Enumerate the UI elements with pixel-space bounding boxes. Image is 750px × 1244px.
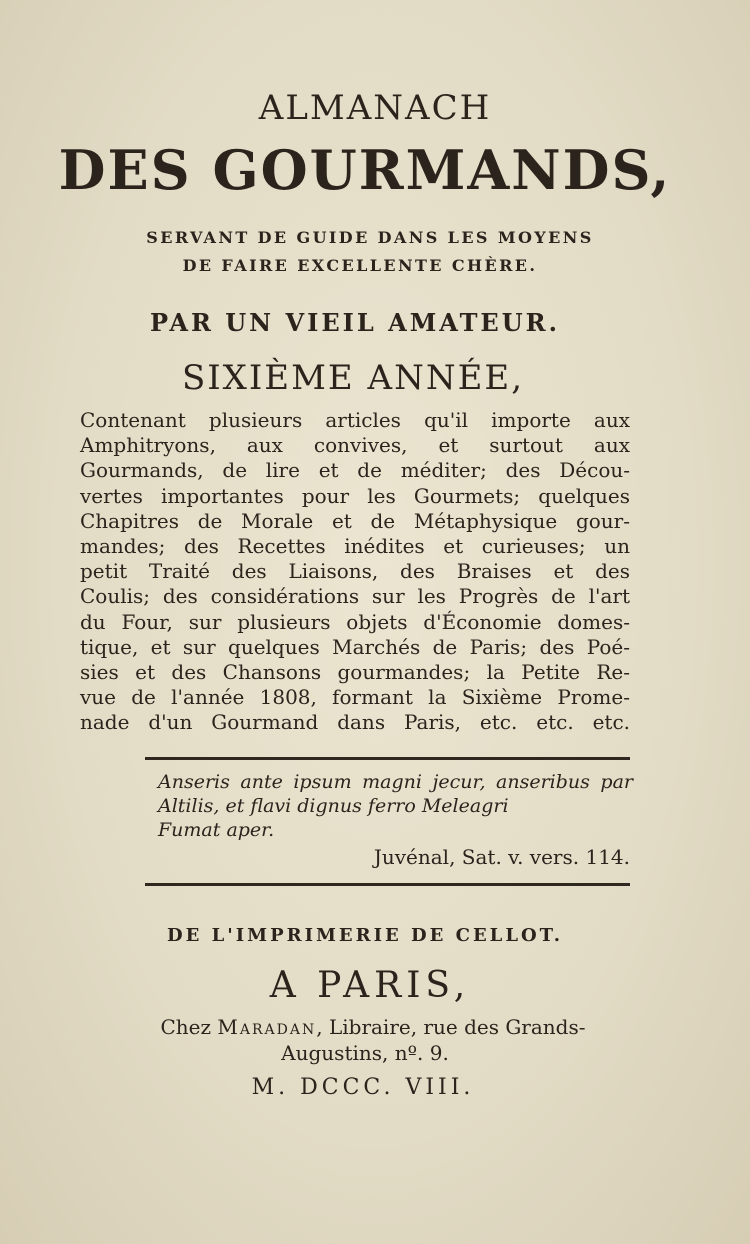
epigraph-line: Altilis, et flavi dignus ferro Meleagri bbox=[158, 795, 509, 817]
description-line: tique, et sur quelques Marchés de Paris; des Poé- bbox=[80, 634, 630, 659]
description-line: vertes importantes pour les Gourmets; quelques bbox=[80, 483, 630, 508]
epigraph-citation: Juvénal, Sat. v. vers. 114. bbox=[373, 845, 630, 869]
printer-line: DE L'IMPRIMERIE DE CELLOT. bbox=[166, 925, 563, 946]
edition-line: SIXIÈME ANNÉE, bbox=[181, 358, 525, 398]
subtitle-line-1: SERVANT DE GUIDE DANS LES MOYENS bbox=[146, 228, 594, 247]
epigraph-line: Fumat aper. bbox=[158, 819, 275, 841]
description-line: vue de l'année 1808, formant la Sixième Prome- bbox=[80, 685, 630, 710]
description-line: Coulis; des considérations sur les Progrès de l'art bbox=[80, 584, 630, 609]
description-line: Contenant plusieurs articles qu'il importe aux bbox=[80, 408, 630, 432]
epigraph-line: Anseris ante ipsum magni jecur, anseribus par bbox=[158, 771, 633, 793]
description-line: mandes; des Recettes inédites et curieuses; un bbox=[80, 534, 630, 559]
city-line: A PARIS, bbox=[269, 965, 471, 1006]
description-line: Amphitryons, aux convives, et surtout aux bbox=[80, 433, 630, 458]
description-line: sies et des Chansons gourmandes; la Petite Re- bbox=[80, 660, 630, 685]
publisher-address: , Libraire, rue des Grands- bbox=[316, 1015, 586, 1039]
publisher-name: Maradan bbox=[217, 1015, 317, 1039]
description-line: Gourmands, de lire et de méditer; des Décou- bbox=[80, 458, 630, 483]
description-line: nade d'un Gourmand dans Paris, etc. etc. etc. bbox=[80, 710, 630, 735]
publisher-prefix: Chez bbox=[160, 1015, 212, 1039]
title-des-gourmands: DES GOURMANDS, bbox=[58, 138, 672, 202]
divider-rule-bottom bbox=[145, 883, 630, 886]
author-line: PAR UN VIEIL AMATEUR. bbox=[150, 308, 560, 337]
description-paragraph bbox=[80, 408, 630, 736]
publication-year: M. DCCC. VIII. bbox=[251, 1075, 475, 1100]
subtitle-line-2: DE FAIRE EXCELLENTE CHÈRE. bbox=[182, 256, 538, 275]
epigraph bbox=[158, 770, 633, 842]
divider-rule-top bbox=[145, 757, 630, 760]
description-line: petit Traité des Liaisons, des Braises et des bbox=[80, 559, 630, 584]
publisher-line bbox=[0, 1015, 748, 1039]
title-almanach: ALMANACH bbox=[258, 88, 492, 128]
publisher-address-line-2: Augustins, nº. 9. bbox=[281, 1041, 449, 1065]
description-line: du Four, sur plusieurs objets d'Économie domes- bbox=[80, 609, 630, 634]
description-line: Chapitres de Morale et de Métaphysique gour- bbox=[80, 508, 630, 533]
